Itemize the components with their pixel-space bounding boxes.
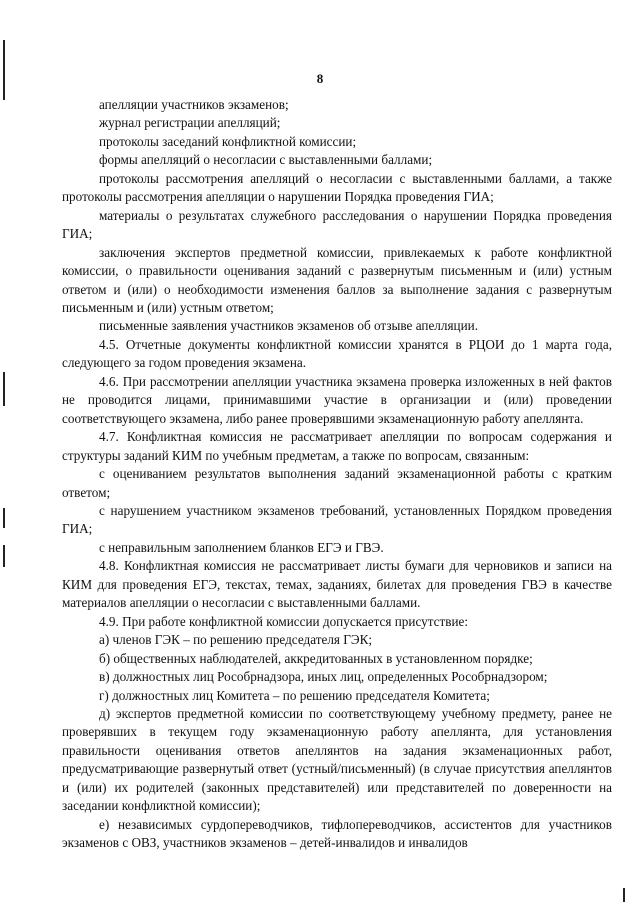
page-number: 8 [316,71,324,86]
document-body [62,96,612,853]
section-4-5: 4.5. Отчетные документы конфликтной комиссии хранятся в РЦОИ до 1 марта года, следующего за годом проведения экзамена. [62,336,612,371]
paragraph: с оцениванием результатов выполнения заданий экзаменационной работы с кратким ответом; [62,466,612,500]
scan-edge-mark [3,372,5,406]
section-4-9: 4.9. При работе конфликтной комиссии допускается присутствие: [99,613,469,629]
paragraph: журнал регистрации апелляций; [99,115,281,131]
paragraph: с нарушением участником экзаменов требований, установленных Порядком проведения ГИА; [62,502,612,537]
paragraph: материалы о результатах служебного расследования о нарушении Порядка проведения ГИА; [62,207,612,242]
list-item-v: в) должностных лиц Рособрнадзора, иных лиц, определенных Рособрнадзором; [99,669,548,685]
scan-edge-mark [3,508,5,528]
list-item-b: б) общественных наблюдателей, аккредитованных в установленном порядке; [99,650,533,666]
section-4-7: 4.7. Конфликтная комиссия не рассматривает апелляции по вопросам содержания и структуры заданий КИМ по учебным предметам, а также по вопросам, связанным: [62,429,612,463]
list-item-e: е) независимых сурдопереводчиков, тифлопереводчиков, ассистентов для участников экзаменов с ОВЗ, участников экзаменов – детей-инвалидов и инвалидов [62,816,612,851]
paragraph: письменные заявления участников экзаменов об отзыве апелляции. [99,318,478,334]
scan-edge-mark [3,545,5,567]
scan-edge-mark [3,40,5,100]
section-4-8: 4.8. Конфликтная комиссия не рассматривает листы бумаги для черновиков и записи на КИМ для проведения ЕГЭ, текстах, темах, заданиях, билетах для проведения ГВЭ в качестве материалов апелляции о несогласии с выставленными баллами. [62,558,612,611]
scan-edge-mark [623,888,625,902]
list-item-g: г) должностных лиц Комитета – по решению председателя Комитета; [99,687,490,703]
paragraph: с неправильным заполнением бланков ЕГЭ и ГВЭ. [99,539,384,555]
paragraph: протоколы рассмотрения апелляций о несогласии с выставленными баллами, а также протоколы рассмотрения апелляции о нарушении Порядка проведения ГИА; [62,170,612,205]
list-item-a: а) членов ГЭК – по решению председателя ГЭК; [99,632,373,648]
paragraph: апелляции участников экзаменов; [99,97,289,112]
paragraph: формы апелляций о несогласии с выставленными баллами; [99,152,433,168]
paragraph: заключения экспертов предметной комиссии, привлекаемых к работе конфликтной комиссии, о правильности оценивания заданий с развернутым письменным и (или) устным ответом и (или) о необходимости изменения баллов за выполнение задания с развернутым письменным и (или) устным ответом; [62,244,612,315]
list-item-d: д) экспертов предметной комиссии по соответствующему учебному предмету, ранее не проверявших в текущем году экзаменационную работу апеллянта, для установления правильности оценивания ответов апеллянтов на задания экзаменационных работ, предусматривающие развернутый ответ (устный/письменный) (в случае присутствия апеллянтов и (или) их родителей (законных представителей) или представителей по доверенности на заседании конфликтной комиссии); [62,705,612,814]
section-4-6: 4.6. При рассмотрении апелляции участника экзамена проверка изложенных в ней фактов не проводится лицами, принимавшими участие в организации и (или) проведении соответствующего экзамена, либо ранее проверявшими экзаменационную работу апеллянта. [62,373,612,426]
paragraph: протоколы заседаний конфликтной комиссии; [99,133,357,149]
